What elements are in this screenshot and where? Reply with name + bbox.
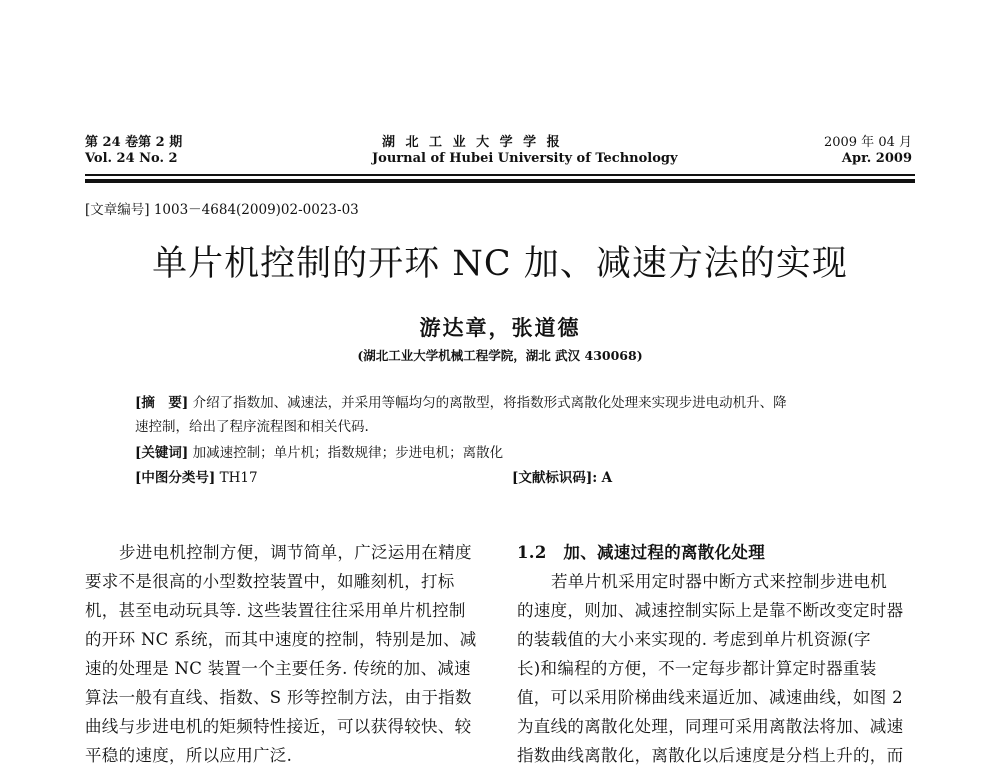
header-rule-thick	[85, 179, 915, 183]
section-heading-1-2: 1.2 加、减速过程的离散化处理	[517, 543, 766, 562]
right-line-6: 为直线的离散化处理，同理可采用离散法将加、减速	[517, 717, 904, 736]
left-line-8: 平稳的速度，所以应用广泛.	[85, 746, 293, 765]
abstract-label: [摘 要]	[135, 395, 189, 411]
header-rule-thin	[85, 174, 915, 176]
volume-issue-cn: 第 24 卷第 2 期	[85, 135, 183, 150]
authors: 游达章，张道德	[419, 315, 581, 340]
right-line-1: 若单片机采用定时器中断方式来控制步进电机	[551, 572, 887, 591]
left-line-7: 曲线与步进电机的矩频特性接近，可以获得较快、较	[85, 717, 472, 736]
right-line-7: 指数曲线离散化，离散化以后速度是分档上升的，而	[517, 746, 904, 765]
paper-title: 单片机控制的开环 NC 加、减速方法的实现	[152, 244, 848, 284]
right-line-2: 的速度，则加、减速控制实际上是靠不断改变定时器	[517, 601, 904, 620]
doc-code-line	[512, 466, 612, 486]
left-line-4: 的开环 NC 系统，而其中速度的控制，特别是加、减	[85, 630, 477, 649]
abstract-text-2: 速控制，给出了程序流程图和相关代码.	[135, 419, 369, 435]
journal-name-en: Journal of Hubei University of Technology	[372, 151, 678, 166]
journal-name-cn: 湖 北 工 业 大 学 学 报	[382, 135, 563, 150]
abstract-text-1: 介绍了指数加、减速法，并采用等幅均匀的离散型，将指数形式离散化处理来实现步进电动机升、降	[192, 395, 787, 411]
keywords-label: [关键词]	[135, 445, 189, 461]
left-line-6: 算法一般有直线、指数、S 形等控制方法，由于指数	[85, 688, 472, 707]
doc-code-label: [文献标识码]:	[512, 470, 598, 486]
abstract-line-1	[135, 391, 787, 411]
volume-issue-en: Vol. 24 No. 2	[85, 151, 178, 166]
keywords-line	[135, 441, 503, 461]
doc-code-value: A	[601, 470, 613, 486]
issue-date-cn: 2009 年 04 月	[823, 135, 912, 150]
right-line-5: 值，可以采用阶梯曲线来逼近加、减速曲线，如图 2	[517, 688, 903, 707]
clc-value: TH17	[219, 470, 258, 486]
left-line-3: 机，甚至电动玩具等. 这些装置往往采用单片机控制	[85, 601, 466, 620]
affiliation: (湖北工业大学机械工程学院，湖北 武汉 430068)	[357, 348, 643, 363]
left-line-2: 要求不是很高的小型数控装置中，如雕刻机，打标	[85, 572, 455, 591]
right-column	[517, 538, 917, 770]
issue-date-en: Apr. 2009	[841, 151, 912, 166]
clc-label: [中图分类号]	[135, 470, 216, 486]
article-number: [文章编号] 1003－4684(2009)02-0023-03	[85, 202, 359, 218]
left-line-5: 速的处理是 NC 装置一个主要任务. 传统的加、减速	[85, 659, 471, 678]
right-line-4: 长)和编程的方便，不一定每步都计算定时器重装	[517, 659, 877, 678]
keywords-text: 加减速控制；单片机；指数规律；步进电机；离散化	[192, 445, 504, 461]
right-line-3: 的装载值的大小来实现的. 考虑到单片机资源(字	[517, 630, 871, 649]
clc-line	[135, 466, 258, 486]
left-line-1: 步进电机控制方便，调节简单，广泛运用在精度	[119, 543, 472, 562]
left-column	[85, 538, 490, 770]
